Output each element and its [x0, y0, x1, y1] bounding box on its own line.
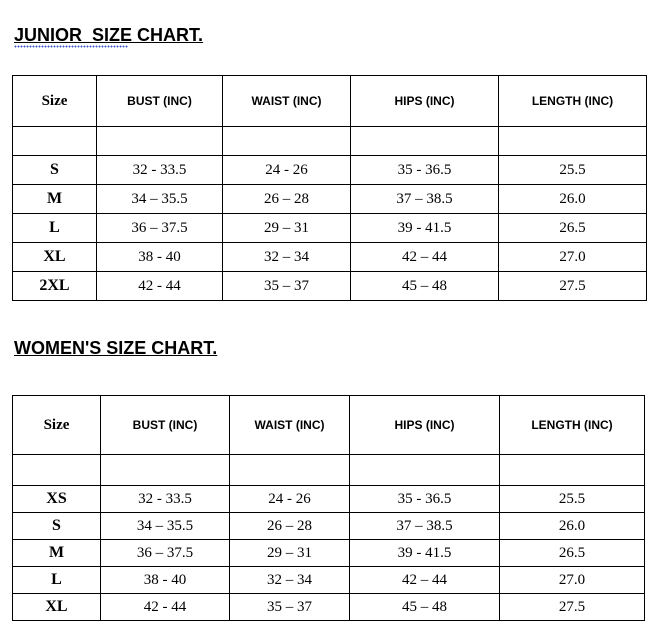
length-column-header: LENGTH (INC) — [499, 76, 647, 127]
hips-cell: 45 – 48 — [351, 272, 499, 301]
junior-size-chart-title: JUNIOR SIZE CHART. — [14, 25, 204, 45]
bust-cell: 34 – 35.5 — [97, 185, 223, 214]
bust-column-header: BUST (INC) — [101, 396, 230, 455]
waist-cell: 24 - 26 — [223, 156, 351, 185]
bust-cell: 36 – 37.5 — [97, 214, 223, 243]
hips-column-header: HIPS (INC) — [350, 396, 500, 455]
waist-cell: 26 – 28 — [223, 185, 351, 214]
waist-cell: 32 – 34 — [230, 567, 350, 594]
header-row — [13, 396, 645, 455]
size-cell: XL — [13, 243, 97, 272]
womens-size-table — [12, 395, 645, 621]
waist-cell: 29 – 31 — [223, 214, 351, 243]
hips-cell: 42 – 44 — [350, 567, 500, 594]
hips-cell: 42 – 44 — [351, 243, 499, 272]
size-cell: 2XL — [13, 272, 97, 301]
bust-cell: 38 - 40 — [101, 567, 230, 594]
hips-cell: 39 - 41.5 — [350, 540, 500, 567]
empty-row — [13, 127, 647, 156]
table-row — [13, 513, 645, 540]
table-row — [13, 185, 647, 214]
table-row — [13, 272, 647, 301]
waist-cell: 35 – 37 — [223, 272, 351, 301]
length-cell: 27.5 — [500, 594, 645, 621]
junior-size-table — [12, 75, 647, 301]
empty-row — [13, 455, 645, 486]
length-cell: 25.5 — [499, 156, 647, 185]
empty-cell — [101, 455, 230, 486]
length-cell: 25.5 — [500, 486, 645, 513]
length-column-header: LENGTH (INC) — [500, 396, 645, 455]
waist-column-header: WAIST (INC) — [223, 76, 351, 127]
size-cell: XL — [13, 594, 101, 621]
size-column-header: Size — [13, 76, 97, 127]
bust-column-header: BUST (INC) — [97, 76, 223, 127]
hips-cell: 35 - 36.5 — [350, 486, 500, 513]
hips-cell: 37 – 38.5 — [350, 513, 500, 540]
empty-cell — [97, 127, 223, 156]
size-cell: S — [13, 513, 101, 540]
table-row — [13, 594, 645, 621]
waist-cell: 35 – 37 — [230, 594, 350, 621]
bust-cell: 34 – 35.5 — [101, 513, 230, 540]
empty-cell — [230, 455, 350, 486]
empty-cell — [13, 455, 101, 486]
size-cell: XS — [13, 486, 101, 513]
hips-cell: 39 - 41.5 — [351, 214, 499, 243]
length-cell: 26.5 — [500, 540, 645, 567]
empty-cell — [223, 127, 351, 156]
size-cell: M — [13, 185, 97, 214]
length-cell: 27.0 — [499, 243, 647, 272]
size-cell: L — [13, 567, 101, 594]
table-row — [13, 540, 645, 567]
waist-cell: 24 - 26 — [230, 486, 350, 513]
empty-cell — [499, 127, 647, 156]
length-cell: 26.5 — [499, 214, 647, 243]
table-row — [13, 486, 645, 513]
bust-cell: 38 - 40 — [97, 243, 223, 272]
womens-size-chart-title: WOMEN'S SIZE CHART. — [14, 338, 218, 358]
length-cell: 27.0 — [500, 567, 645, 594]
bust-cell: 32 - 33.5 — [97, 156, 223, 185]
bust-cell: 36 – 37.5 — [101, 540, 230, 567]
length-cell: 27.5 — [499, 272, 647, 301]
empty-cell — [350, 455, 500, 486]
bust-cell: 32 - 33.5 — [101, 486, 230, 513]
hips-cell: 45 – 48 — [350, 594, 500, 621]
hips-cell: 37 – 38.5 — [351, 185, 499, 214]
empty-cell — [351, 127, 499, 156]
waist-cell: 26 – 28 — [230, 513, 350, 540]
size-cell: M — [13, 540, 101, 567]
waist-cell: 32 – 34 — [223, 243, 351, 272]
table-row — [13, 567, 645, 594]
bust-cell: 42 - 44 — [101, 594, 230, 621]
table-row — [13, 156, 647, 185]
empty-cell — [500, 455, 645, 486]
spellcheck-underline — [14, 45, 128, 48]
table-row — [13, 214, 647, 243]
size-cell: L — [13, 214, 97, 243]
length-cell: 26.0 — [499, 185, 647, 214]
hips-column-header: HIPS (INC) — [351, 76, 499, 127]
empty-cell — [13, 127, 97, 156]
hips-cell: 35 - 36.5 — [351, 156, 499, 185]
size-cell: S — [13, 156, 97, 185]
bust-cell: 42 - 44 — [97, 272, 223, 301]
table-row — [13, 243, 647, 272]
waist-column-header: WAIST (INC) — [230, 396, 350, 455]
size-column-header: Size — [13, 396, 101, 455]
length-cell: 26.0 — [500, 513, 645, 540]
waist-cell: 29 – 31 — [230, 540, 350, 567]
header-row — [13, 76, 647, 127]
